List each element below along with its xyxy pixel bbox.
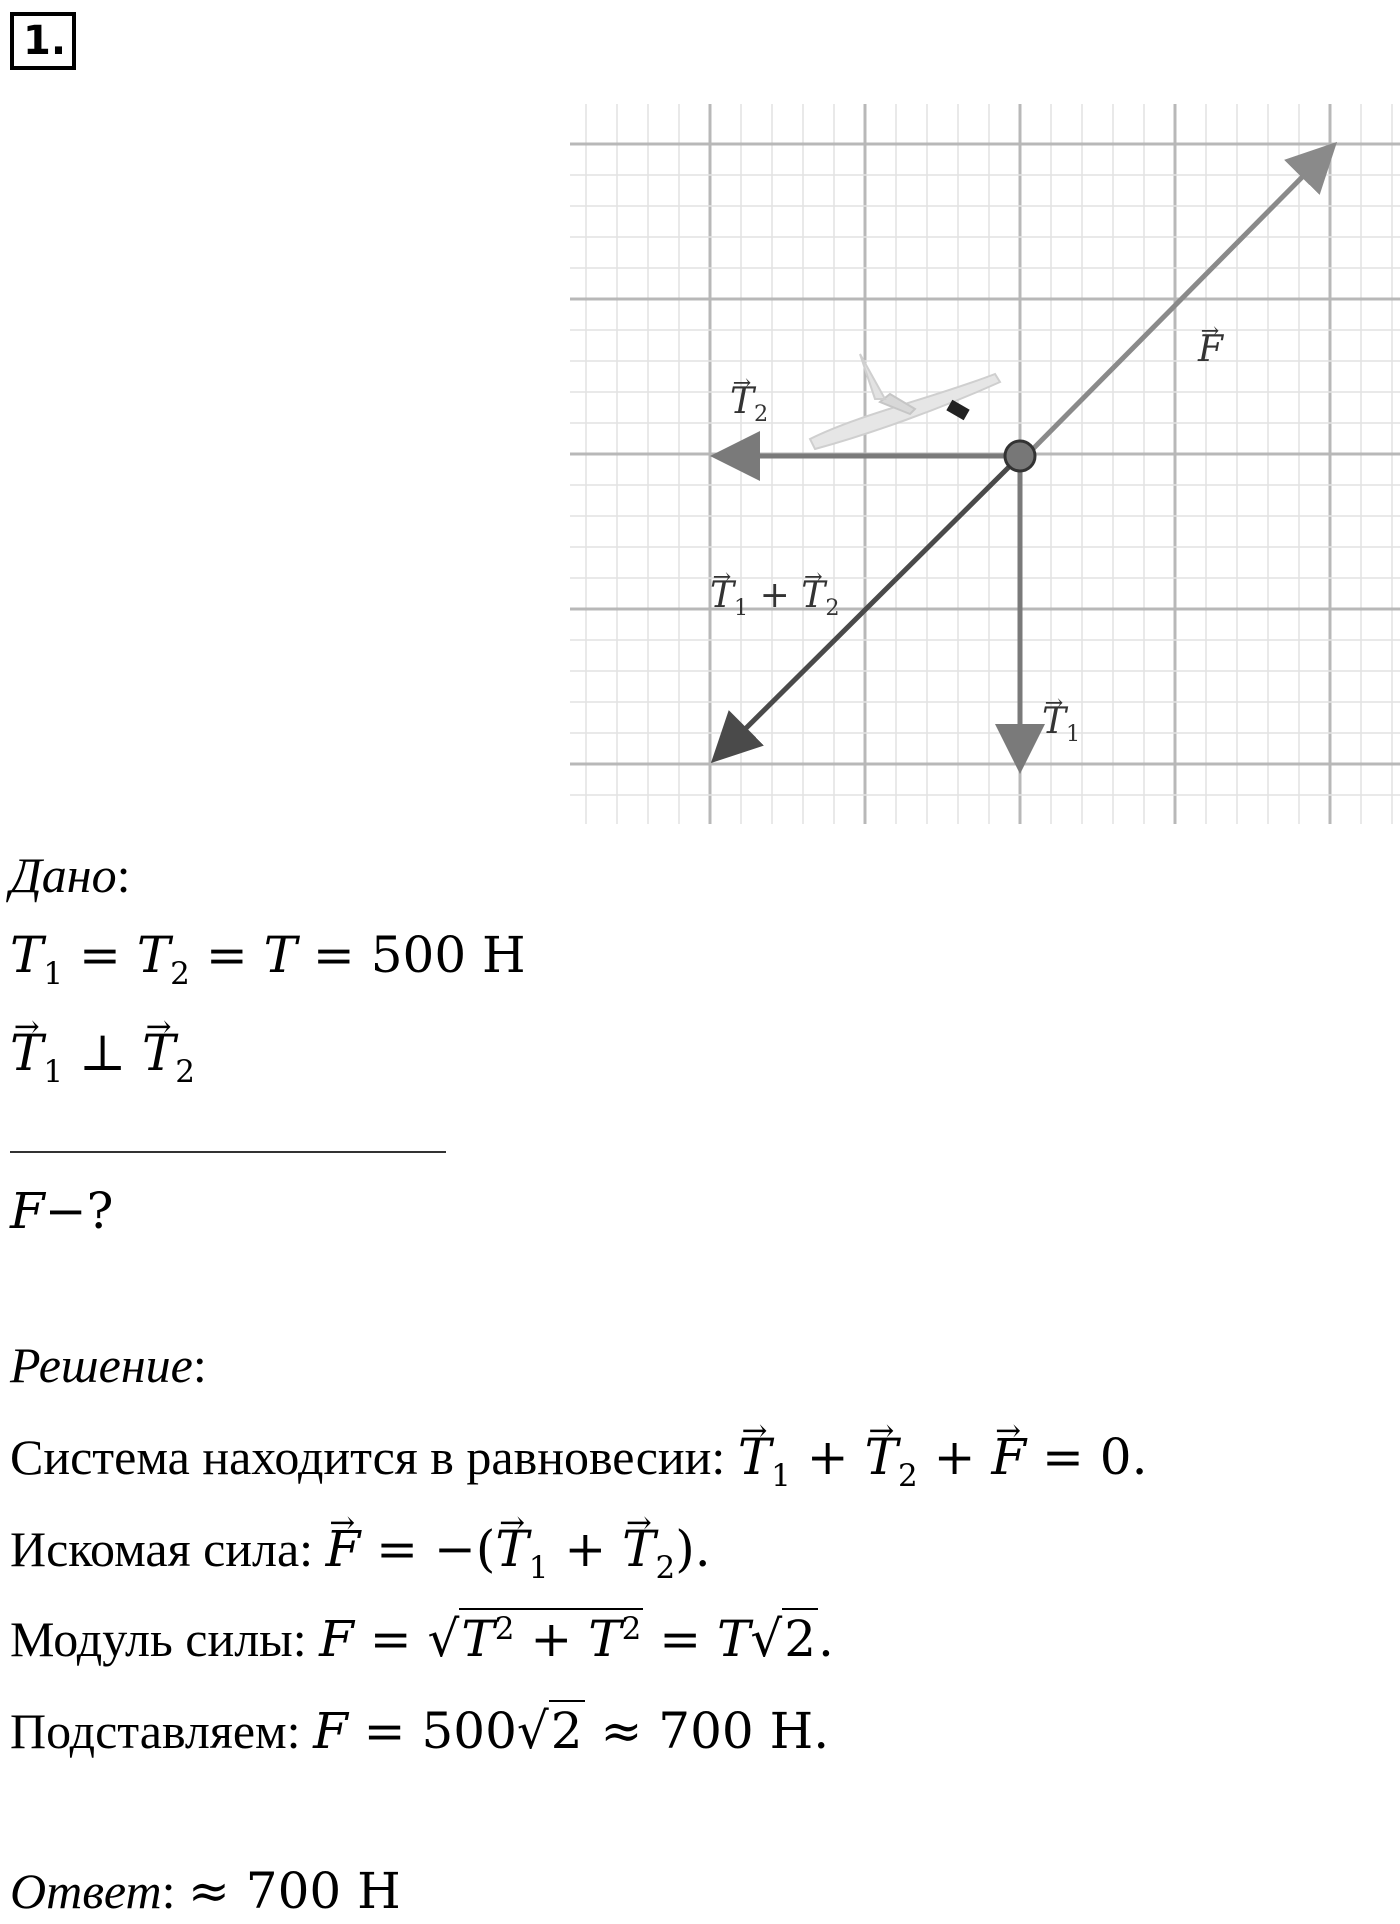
label-sum-a: → T	[710, 578, 734, 614]
given-eq2-a-sub: 1	[43, 1053, 64, 1090]
answer-heading: Ответ	[10, 1863, 162, 1919]
label-sum-a-sub: 1	[734, 595, 749, 622]
find-line	[10, 1182, 114, 1240]
solution-line1-math: → $T_1$ + → $T_2$ + → F = 0.	[738, 1428, 1148, 1486]
find-var: F	[10, 1182, 45, 1240]
given-eq2-b: → T	[142, 1028, 175, 1078]
solution-line2-math: → F = −(→ $T_1$ + → $T_2$).	[326, 1520, 711, 1578]
divider	[10, 1151, 446, 1153]
solution-line3-math: $F = √T^2 + T^2 = T√2$.	[319, 1610, 834, 1668]
solution-line3	[10, 1610, 834, 1668]
solution-line4-result: ≈ 700 Н.	[600, 1702, 830, 1760]
solution-line1-text: Система находится в равновесии:	[10, 1429, 738, 1485]
label-T2-sub: 2	[754, 401, 769, 428]
solution-line4-text: Подставляем:	[10, 1703, 314, 1759]
solution-line1	[10, 1428, 1148, 1494]
label-T1-sub: 1	[1066, 721, 1081, 748]
answer-line: Ответ: ≈ 700 Н	[10, 1862, 401, 1920]
answer-value: ≈ 700 Н	[187, 1862, 401, 1920]
find-suffix: −?	[44, 1182, 114, 1240]
force-diagram-svg	[570, 104, 1400, 824]
given-eq1-T2: T	[136, 926, 171, 984]
glider-icon	[810, 354, 1000, 449]
label-T2-text: → T	[730, 384, 754, 420]
grid	[570, 104, 1400, 824]
label-sum-b-sub: 2	[825, 595, 840, 622]
force-diagram	[570, 104, 1400, 824]
label-sum-plus: +	[759, 575, 790, 616]
label-sum-b: → T	[801, 578, 825, 614]
label-sum	[710, 575, 840, 622]
given-heading: Дано	[10, 847, 117, 903]
label-T1-text: → T	[1042, 704, 1066, 740]
solution-line4-value: 500	[421, 1702, 517, 1760]
given-eq2-perp: ⊥	[79, 1024, 127, 1082]
solution-heading-line: Решение:	[10, 1337, 207, 1393]
solution-line4	[10, 1702, 830, 1760]
given-eq1-T2-sub: 2	[170, 955, 190, 992]
given-eq2-b-sub: 2	[175, 1053, 196, 1090]
label-F	[1198, 329, 1223, 370]
given-eq1-value: 500 Н	[370, 926, 526, 984]
solution-heading: Решение	[10, 1337, 193, 1393]
solution-line3-text: Модуль силы:	[10, 1611, 320, 1667]
given-eq1-eq3: =	[312, 926, 355, 984]
given-heading-line: Дано:	[10, 847, 131, 903]
given-eq1-eq2: =	[205, 926, 248, 984]
given-eq1-T1: T	[10, 926, 44, 984]
solution-line2-text: Искомая сила:	[10, 1521, 326, 1577]
given-eq1-T1-sub: 1	[43, 955, 64, 992]
problem-number: 1.	[10, 12, 76, 70]
solution-line2	[10, 1520, 711, 1586]
given-eq1-T: T	[263, 926, 297, 984]
label-T1	[1042, 701, 1081, 748]
given-eq1	[10, 926, 526, 992]
given-eq2-a: → T	[10, 1028, 43, 1078]
label-F-text: → F	[1198, 332, 1223, 368]
given-eq2	[10, 1024, 196, 1090]
node	[1005, 441, 1035, 471]
solution-line4-math: F = 500√2 ≈ 700 Н.	[313, 1702, 830, 1760]
label-T2	[730, 381, 769, 428]
given-eq1-eq: =	[79, 926, 121, 984]
